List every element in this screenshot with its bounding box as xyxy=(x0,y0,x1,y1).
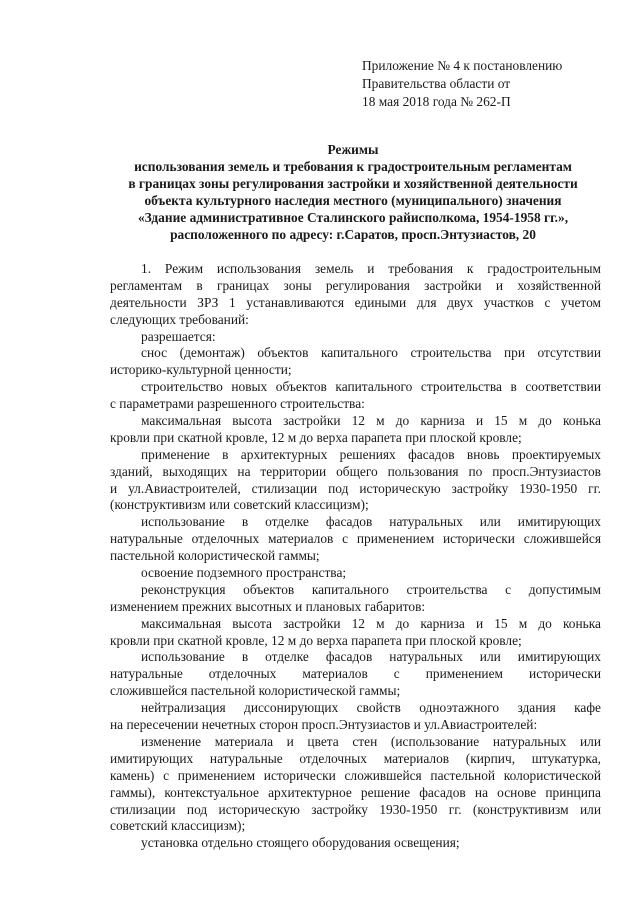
appendix-line-1: Приложение № 4 к постановлению xyxy=(362,58,563,73)
title-line-1: Режимы xyxy=(327,142,379,157)
body-line: деятельности ЗРЗ 1 устанавливаются едиными для двух участков с учетом xyxy=(110,294,601,310)
body-line: натуральные отделочных материалов с применением исторически сложившейся xyxy=(110,531,601,547)
body-line: реконструкция объектов капитального строительства с допустимым xyxy=(141,581,601,597)
body-line: установка отдельно стоящего оборудования освещения; xyxy=(141,835,460,851)
body-line: камень) с применением исторически сложившейся пастельной колористической xyxy=(110,767,601,783)
body-line: максимальная высота застройки 12 м до карниза и 15 м до конька xyxy=(141,615,601,631)
body-line: нейтрализация диссонирующих свойств одноэтажного здания кафе xyxy=(141,700,601,716)
body-line: зданий, выходящих на территории общего пользования по просп.Энтузиастов xyxy=(110,463,601,479)
body-line: снос (демонтаж) объектов капитального строительства при отсутствии xyxy=(141,345,601,361)
body-line: применение в архитектурных решениях фасадов вновь проектируемых xyxy=(141,446,601,462)
body-line: использование в отделке фасадов натуральных или имитирующих xyxy=(141,649,601,665)
body-line: имитирующих натуральные отделочных материалов (кирпич, штукатурка, xyxy=(110,750,601,766)
body-line: советский классицизм); xyxy=(110,818,246,834)
body-line: стилизации под историческую застройку 1930-1950 гг. (конструктивизм или xyxy=(110,801,601,817)
body-line: освоение подземного пространства; xyxy=(141,565,347,581)
body-line: строительство новых объектов капитального строительства в соответствии xyxy=(141,379,601,395)
appendix-line-3: 18 мая 2018 года № 262-П xyxy=(362,94,511,109)
title-line-4: объекта культурного наследия местного (муниципального) значения xyxy=(144,193,562,208)
body-line: изменение материала и цвета стен (использование натуральных или xyxy=(141,733,601,749)
appendix-header xyxy=(362,57,632,111)
title-line-2: использования земель и требования к градостроительным регламентам xyxy=(134,159,572,174)
appendix-line-2: Правительства области от xyxy=(362,76,511,91)
body-line: (конструктивизм или советский классицизм); xyxy=(110,497,369,513)
body-line: пастельной колористической гаммы; xyxy=(110,548,320,564)
title-line-6: расположенного по адресу: г.Саратов, просп.Энтузиастов, 20 xyxy=(170,227,536,242)
body-line: кровли при скатной кровле, 12 м до верха парапета при плоской кровле; xyxy=(110,632,522,648)
body-line: историко-культурной ценности; xyxy=(110,362,292,378)
body-line: регламентам в границах зоны регулирования застройки и хозяйственной xyxy=(110,277,601,293)
body-line: изменением прежних высотных и плановых габаритов: xyxy=(110,598,426,614)
document-body xyxy=(110,261,601,852)
body-line: разрешается: xyxy=(141,328,216,344)
title-line-3: в границах зоны регулирования застройки и хозяйственной деятельности xyxy=(128,176,578,191)
body-line: кровли при скатной кровле, 12 м до верха парапета при плоской кровле; xyxy=(110,429,522,445)
body-line: натуральные отделочных материалов с применением исторически xyxy=(110,666,601,682)
body-line: на пересечении нечетных сторон просп.Энтузиастов и ул.Авиастроителей: xyxy=(110,717,538,733)
body-line: следующих требований: xyxy=(110,311,249,327)
title-line-5: «Здание административное Сталинского райисполкома, 1954-1958 гг.», xyxy=(137,210,569,225)
body-line: сложившейся пастельной колористической гаммы; xyxy=(110,683,401,699)
body-line: гаммы), контекстуальное архитектурное решение фасадов на основе принципа xyxy=(110,784,601,800)
body-line: использование в отделке фасадов натуральных или имитирующих xyxy=(141,514,601,530)
body-line: 1. Режим использования земель и требования к градостроительным xyxy=(141,261,601,276)
body-line: и ул.Авиастроителей, стилизации под историческую застройку 1930-1950 гг. xyxy=(110,480,601,496)
body-line: с параметрами разрешенного строительства: xyxy=(110,396,365,412)
body-line: максимальная высота застройки 12 м до карниза и 15 м до конька xyxy=(141,413,601,429)
document-title xyxy=(98,141,608,243)
